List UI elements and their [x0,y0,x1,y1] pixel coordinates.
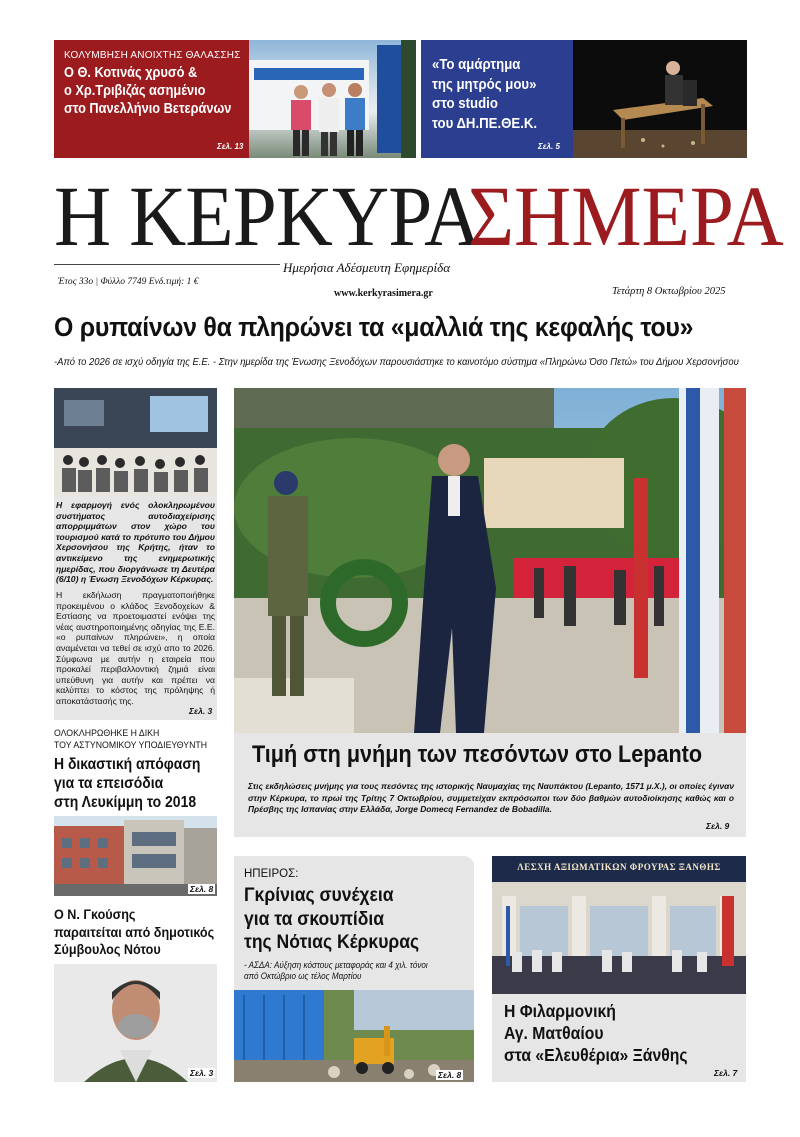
page-ref: Σελ. 13 [217,142,244,151]
philharmonic-story[interactable] [492,856,746,1082]
philharmonic-photo [492,856,746,994]
masthead-title-part2: ΣΗΜΕΡΑ [468,168,784,264]
seminar-caption: Η εφαρμογή ενός ολοκληρωμένου συστήματος αυτοδιαχείρισης απορριμμάτων στον χώρο του τουρισμού κατά το πρότυπο του Δήμου Χερσονήσου της Κρήτης, ήταν το αντικείμενο της ενημερωτικής ημερίδας, που διοργάνωσε τη Δευτέρα (6/10) η Ένωση Ξενοδόχων Κέρκυρας. [56,500,215,585]
promo-kicker: ΚΟΛΥΜΒΗΣΗ ΑΝΟΙΧΤΗΣ ΘΑΛΑΣΣΗΣ [64,50,241,61]
trial-headline: Η δικαστική απόφαση για τα επεισόδια στη Λευκίμμη το 2018 [54,756,201,811]
lead-story-box[interactable] [54,388,217,720]
masthead-title-part1: Η ΚΕΡΚΥΡΑ [54,168,481,264]
lepanto-story[interactable] [234,733,746,837]
promo-theatre[interactable] [421,40,747,158]
trial-kicker: ΟΛΟΚΛΗΡΩΘΗΚΕ Η ΔΙΚΗ ΤΟΥ ΑΣΤΥΝΟΜΙΚΟΥ ΥΠΟΔΙΕΥΘΥΝΤΗ [54,728,208,751]
lead-subhead: -Από το 2026 σε ισχύ οδηγία της Ε.Ε. - Στην ημερίδα της Ένωσης Ξενοδόχων παρουσιάστηκε το καινοτόμο σύστημα «Πληρώνω Όσο Πετώ» του Δήμου Χερσονήσου [54,356,739,368]
page-ref: Σελ. 7 [714,1068,738,1078]
garbage-headline: Γκρίνιας συνέχεια για τα σκουπίδια της Νότιας Κέρκυρας [244,884,420,953]
philharmonic-headline: Η Φιλαρμονική Αγ. Ματθαίου στα «Ελευθέρια» Ξάνθης [504,1001,688,1065]
garbage-story[interactable] [234,856,474,1082]
page-ref: Σελ. 9 [706,821,730,831]
lead-headline[interactable]: Ο ρυπαίνων θα πληρώνει τα «μαλλιά της κεφαλής του» [54,312,694,342]
gousis-headline: Ο Ν. Γκούσης παραιτείται από δημοτικός Σύμβουλος Νότου [54,906,215,957]
gousis-portrait [54,964,217,1082]
masthead [54,166,784,264]
trial-story[interactable] [54,728,217,896]
page-ref: Σελ. 3 [190,1068,214,1078]
page-ref: Σελ. 8 [190,884,214,894]
lepanto-body: Στις εκδηλώσεις μνήμης για τους πεσόντες της ιστορικής Ναυμαχίας της Ναυπάκτου (Lepanto, 1571 μ.Χ.), οι οποίες έγιναν στην Κέρκυρα, το πρωί της Τρίτης 7 Οκτωβρίου, συμμετείχαν εκπρόσωποι των δύο βαθμών αυτοδιοίκησης καθώς και ο Πρέσβης της Ισπανίας στην Ελλάδα, Jorge Domecq Fernandez de Bobadilla. [248,781,734,814]
page-ref: Σελ. 3 [189,706,213,716]
garbage-photo [234,990,474,1082]
lepanto-headline: Τιμή στη μνήμη των πεσόντων στο Lepanto [252,741,703,768]
seminar-body: Η εκδήλωση πραγματοποιήθηκε προκειμένου ο κλάδος Ξενοδοχείων & Εστίασης να προετοιμαστεί ενόψει της νέας αυστηροποιημένης οδηγίας της Ε.Ε. «ο ρυπαίνων πληρώνει», η οποία αναμένεται να τεθεί σε ισχύ απο το 2026. Σύμφωνα με αυτήν η εταιρεία που προκαλεί περιβαλλοντική ζημιά είναι υπεύθυνη για αυτήν και πρέπει να καλύπτει το κόστος της πρόληψης ή αποκατάστασής της. [56,590,215,706]
swimmers-photo [249,40,416,158]
page-ref: Σελ. 8 [438,1070,462,1080]
lepanto-photo [234,388,746,733]
building-sign: ΛΕΣΧΗ ΑΞΙΩΜΑΤΙΚΩΝ ΦΡΟΥΡΑΣ ΞΑΝΘΗΣ [517,862,721,872]
website-link[interactable]: www.kerkyrasimera.gr [334,288,433,299]
promo-headline: «Το αμάρτημα της μητρός μου» στο studio του ΔΗ.ΠΕ.ΘΕ.Κ. [432,56,538,132]
page-ref: Σελ. 5 [538,142,560,151]
masthead-tagline: Ημερήσια Αδέσμευτη Εφημερίδα [283,260,451,275]
promo-headline: Ο Θ. Κοτινάς χρυσό & ο Χρ.Τριβιζάς ασημένιο στο Πανελλήνιο Βετεράνων [64,65,232,117]
promo-swimming[interactable] [54,40,416,158]
garbage-subhead: - ΑΣΔΑ: Αύξηση κόστους μεταφοράς και 4 χιλ. τόνοι από Οκτώβριο ως τέλος Μαρτίου [244,960,428,981]
issue-info: Έτος 33ο | Φύλλο 7749 Ενδ.τιμή: 1 € [58,277,199,287]
masthead-rule [54,264,280,265]
gousis-story[interactable] [54,906,217,1082]
theatre-photo [573,40,747,158]
courthouse-photo [54,816,217,896]
issue-date: Τετάρτη 8 Οκτωβρίου 2025 [612,286,726,297]
seminar-photo [54,388,217,496]
garbage-kicker: ΗΠΕΙΡΟΣ: [244,868,299,880]
